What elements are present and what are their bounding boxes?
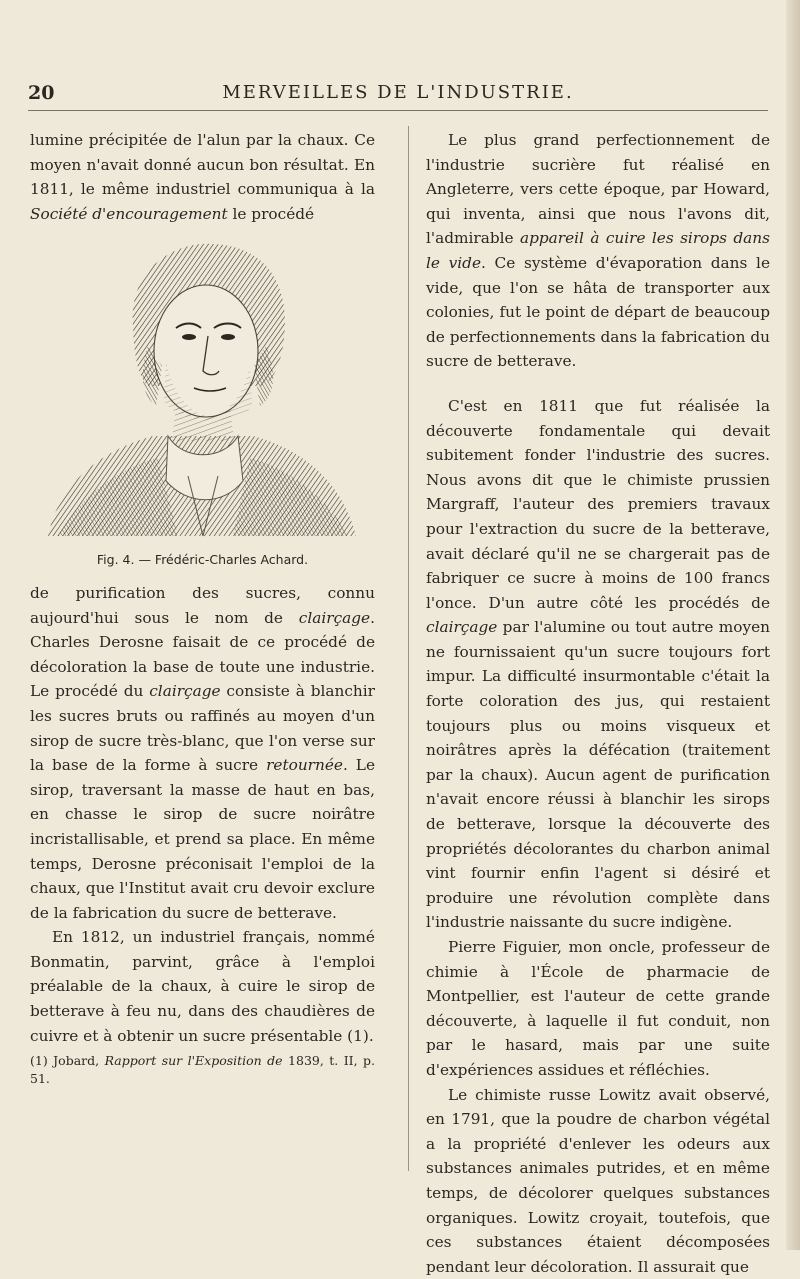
paragraph-lowitz: Le chimiste russe Lowitz avait observé, en 1791, que la poudre de charbon végétal a la propriété d'enlever les odeurs aux substances animales putrides, et en même temps, de décolorer quelques substances organiques. Lowitz croyait, toutefois, que ces substances étaient décomposées pendant leur décoloration. Il assurait que — [426, 1085, 770, 1276]
figure-caption: Fig. 4. — Frédéric-Charles Achard. — [96, 552, 309, 568]
paragraph-howard: Le plus grand perfectionnement de l'industrie sucrière fut réalisé en Angleterre, vers cette époque, par Howard, qui inventa, ainsi que nous l'avons dit, l'admirable appareil à cuire les sirops dans le vide. Ce système d'évaporation dans le vide, que l'on se hâta de transporter aux colonies, fut le point de départ de beaucoup de perfectionnements dans la fabrication du sucre de betterave. — [426, 131, 770, 371]
paragraph-bonmatin: En 1812, un industriel français, nommé Bonmatin, parvint, grâce à l'emploi préalable de la chaux, à cuire le sirop de betterave à feu nu, dans des chaudières de cuivre et à obtenir un sucre présentable (1). — [30, 928, 375, 1045]
column-divider — [408, 126, 409, 1171]
page-edge — [786, 0, 800, 1250]
paragraph-figuier: Pierre Figuier, mon oncle, professeur de chimie à l'École de pharmacie de Montpellier, est l'auteur de cette grande découverte, à laquelle il fut conduit, non par le hasard, mais par une suite d'expériences assidues et réfléchies. — [426, 938, 770, 1079]
page-number: 20 — [28, 82, 55, 104]
paragraph-intro: lumine précipitée de l'alun par la chaux. Ce moyen n'avait donné aucun bon résultat. En 1811, le même industriel communiqua à la Société d'encouragement le procédé — [30, 131, 375, 223]
paragraph-claircage: de purification des sucres, connu aujourd'hui sous le nom de clairçage. Charles Derosne faisait de ce procédé de décoloration la base de toute une industrie. Le procédé du clairçage consiste à blanchir les sucres bruts ou raffinés au moyen d'un sirop de sucre très-blanc, que l'on verse sur la base de la forme à sucre retournée. Le sirop, traversant la masse de haut en bas, en chasse le sirop de sucre noirâtre incristallisable, et prend sa place. En même temps, Derosne préconisait l'emploi de la chaux, que l'Institut avait cru devoir exclure de la fabrication du sucre de betterave. — [30, 583, 375, 922]
page-header — [28, 80, 768, 111]
running-title: MERVEILLES DE L'INDUSTRIE. — [222, 82, 574, 103]
footnote: (1) Jobard, Rapport sur l'Exposition de 1839, t. II, p. 51. — [30, 1053, 376, 1087]
portrait-figure — [38, 236, 368, 544]
paragraph-decouverte: C'est en 1811 que fut réalisée la découverte fondamentale qui devait subitement fonder l'industrie des sucres. Nous avons dit que le chimiste prussien Margraff, l'auteur des premiers travaux pour l'extraction du sucre de la betterave, avait déclaré qu'il ne se chargerait pas de fabriquer ce sucre à moins de 100 francs l'once. D'un autre côté les procédés de clairçage par l'alumine ou tout autre moyen ne fournissaient qu'un sucre toujours fort impur. La difficulté insurmontable c'était la forte coloration des jus, qui restaient toujours plus ou moins visqueux et noirâtres après la défécation (traitement par la chaux). Aucun agent de purification n'avait encore réussi à blanchir les sirops de betterave, lorsque la découverte des propriétés décolorantes du charbon animal vint fournir enfin l'agent si désiré et produire une révolution complète dans l'industrie naissante du sucre indigène. — [426, 396, 770, 932]
portrait-engraving — [38, 236, 368, 544]
left-column — [30, 128, 375, 1088]
right-column — [426, 128, 770, 1279]
